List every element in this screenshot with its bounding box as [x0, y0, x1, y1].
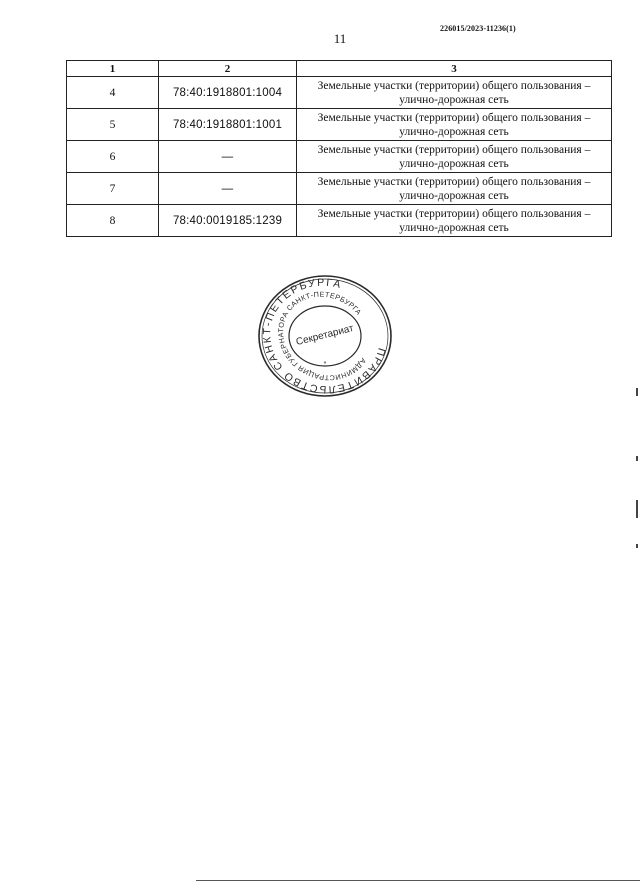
official-seal-stamp	[252, 274, 398, 398]
scan-bottom-edge	[196, 880, 640, 881]
row-number: 5	[67, 109, 159, 141]
cadastral-number: 78:40:1918801:1004	[159, 77, 297, 109]
description-line-1: Земельные участки (территории) общего пользования –	[317, 175, 591, 188]
svg-text:Секретариат: Секретариат	[294, 323, 355, 348]
land-use-description	[297, 109, 612, 141]
row-number: 6	[67, 141, 159, 173]
svg-text:ПРАВИТЕЛЬСТВО САНКТ-ПЕТЕРБУРГА: ПРАВИТЕЛЬСТВО САНКТ-ПЕТЕРБУРГА	[261, 276, 388, 396]
table-row	[67, 77, 612, 109]
column-header-1: 1	[67, 61, 159, 77]
land-use-description	[297, 173, 612, 205]
land-plots-table	[66, 60, 612, 237]
land-use-description	[297, 77, 612, 109]
land-use-description	[297, 141, 612, 173]
document-id: 226015/2023-11236(1)	[440, 24, 516, 33]
row-number: 8	[67, 205, 159, 237]
cadastral-number: 78:40:1918801:1001	[159, 109, 297, 141]
description-line-1: Земельные участки (территории) общего пользования –	[317, 143, 591, 156]
scan-margin-mark	[636, 544, 638, 548]
land-use-description	[297, 205, 612, 237]
cadastral-number: —	[159, 173, 297, 205]
page-number: 11	[333, 31, 347, 46]
description-line-2: улично-дорожная сеть	[399, 221, 509, 234]
description-line-2: улично-дорожная сеть	[399, 93, 509, 106]
scan-margin-mark	[636, 500, 638, 518]
cadastral-number: —	[159, 141, 297, 173]
description-line-1: Земельные участки (территории) общего пользования –	[317, 79, 591, 92]
table-row	[67, 173, 612, 205]
column-header-3: 3	[297, 61, 612, 77]
row-number: 4	[67, 77, 159, 109]
description-line-2: улично-дорожная сеть	[399, 125, 509, 138]
description-line-2: улично-дорожная сеть	[399, 157, 509, 170]
table-header-row	[67, 61, 612, 77]
scan-margin-mark	[636, 388, 638, 396]
cadastral-number: 78:40:0019185:1239	[159, 205, 297, 237]
description-line-1: Земельные участки (территории) общего пользования –	[317, 111, 591, 124]
description-line-1: Земельные участки (территории) общего пользования –	[317, 207, 591, 220]
seal-graphic	[252, 274, 398, 398]
row-number: 7	[67, 173, 159, 205]
description-line-2: улично-дорожная сеть	[399, 189, 509, 202]
table-row	[67, 141, 612, 173]
table-row	[67, 205, 612, 237]
svg-text:АДМИНИСТРАЦИЯ ГУБЕРНАТОРА САНК: АДМИНИСТРАЦИЯ ГУБЕРНАТОРА САНКТ-ПЕТЕРБУРГА	[276, 289, 369, 383]
table-row	[67, 109, 612, 141]
column-header-2: 2	[159, 61, 297, 77]
scan-margin-mark	[636, 456, 638, 461]
svg-text:*: *	[323, 361, 327, 368]
